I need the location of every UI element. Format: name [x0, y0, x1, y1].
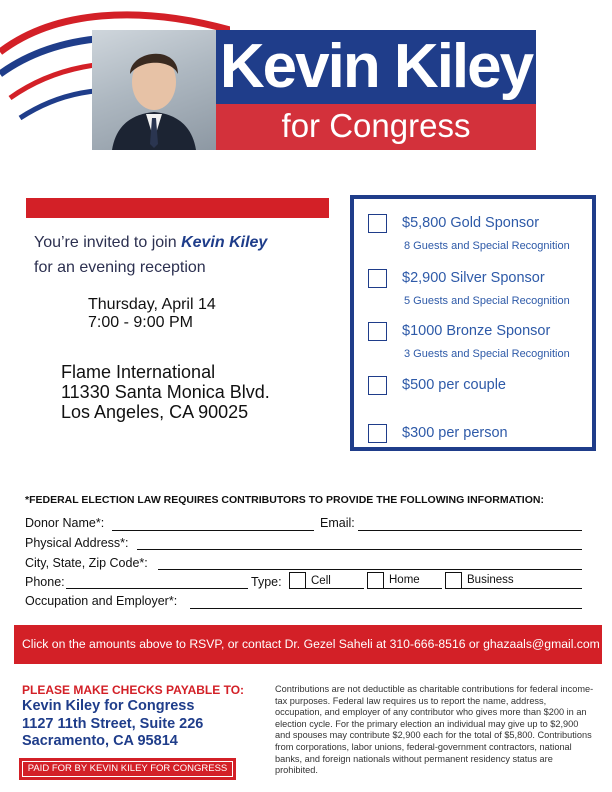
rsvp-banner[interactable]: Click on the amounts above to RSVP, or contact Dr. Gezel Saheli at 310-666-8516 or ghazaals@gmail.com	[14, 625, 602, 664]
email-field[interactable]	[358, 530, 582, 531]
sponsor-checkbox-couple[interactable]	[368, 376, 387, 395]
donor-name-label: Donor Name*:	[25, 516, 105, 530]
type-business-underline	[462, 588, 582, 589]
sponsor-title[interactable]: $1000 Bronze Sponsor	[402, 323, 551, 339]
type-business-checkbox[interactable]	[445, 572, 462, 589]
address-field[interactable]	[137, 549, 582, 550]
sponsor-title[interactable]: $2,900 Silver Sponsor	[402, 270, 545, 286]
election-law-notice: *FEDERAL ELECTION LAW REQUIRES CONTRIBUTORS TO PROVIDE THE FOLLOWING INFORMATION:	[25, 494, 544, 506]
sponsorship-options	[350, 195, 596, 451]
city-label: City, State, Zip Code*:	[25, 556, 148, 570]
checks-heading: PLEASE MAKE CHECKS PAYABLE TO:	[22, 683, 245, 697]
type-home-checkbox[interactable]	[367, 572, 384, 589]
checks-payee: Kevin Kiley for Congress	[22, 698, 195, 714]
accent-bar	[26, 198, 329, 218]
venue-city: Los Angeles, CA 90025	[61, 402, 249, 422]
event-venue	[61, 362, 270, 422]
phone-field[interactable]	[66, 588, 248, 589]
sponsor-checkbox-gold[interactable]	[368, 214, 387, 233]
type-business-label: Business	[467, 574, 514, 586]
sponsor-detail: 8 Guests and Special Recognition	[404, 240, 570, 252]
candidate-photo	[92, 30, 216, 150]
donor-name-field[interactable]	[112, 530, 314, 531]
contribution-disclaimer: Contributions are not deductible as charitable contributions for federal income-tax purposes. Federal law requires us to report the name, address, occupation, and employer of any contributor who gives more than $200 in an election cycle. For the primary election an individual may give up to $2,900 and spouses may contribute $2,900 each for the total of $5,800. Contributions from corporations, labor unions, federal-government contractors, national banks, and foreign nationals without permanent residency status are prohibited.	[275, 684, 594, 776]
sponsor-title[interactable]: $5,800 Gold Sponsor	[402, 215, 540, 231]
invite-line2: for an evening reception	[34, 259, 206, 276]
event-time: 7:00 - 9:00 PM	[88, 314, 193, 331]
sponsor-detail: 5 Guests and Special Recognition	[404, 295, 570, 307]
sponsor-checkbox-person[interactable]	[368, 424, 387, 443]
type-home-underline	[384, 588, 442, 589]
type-cell-checkbox[interactable]	[289, 572, 306, 589]
type-home-label: Home	[389, 574, 420, 586]
invitation-text	[34, 230, 334, 280]
event-datetime	[88, 296, 216, 332]
phone-label: Phone:	[25, 575, 65, 589]
type-cell-underline	[306, 588, 364, 589]
sponsor-checkbox-silver[interactable]	[368, 269, 387, 288]
sponsor-checkbox-bronze[interactable]	[368, 322, 387, 341]
venue-street: 11330 Santa Monica Blvd.	[61, 382, 270, 402]
checks-address	[22, 698, 203, 751]
occupation-field[interactable]	[190, 608, 582, 609]
banner-office: for Congress	[216, 104, 536, 150]
checks-city: Sacramento, CA 95814	[22, 733, 178, 749]
invite-name: Kevin Kiley	[181, 234, 268, 251]
type-cell-label: Cell	[311, 575, 331, 587]
paid-for-badge	[19, 758, 236, 780]
type-label: Type:	[251, 575, 282, 589]
address-label: Physical Address*:	[25, 536, 129, 550]
city-field[interactable]	[158, 569, 582, 570]
paid-for-text: PAID FOR BY KEVIN KILEY FOR CONGRESS	[22, 761, 233, 777]
occupation-label: Occupation and Employer*:	[25, 594, 178, 608]
sponsor-title[interactable]: $300 per person	[402, 425, 508, 441]
event-date: Thursday, April 14	[88, 296, 216, 313]
sponsor-title[interactable]: $500 per couple	[402, 377, 506, 393]
checks-street: 1127 11th Street, Suite 226	[22, 715, 204, 732]
banner-candidate-name: Kevin Kiley	[216, 30, 536, 104]
email-label: Email:	[320, 516, 355, 530]
sponsor-detail: 3 Guests and Special Recognition	[404, 348, 570, 360]
venue-name: Flame International	[61, 362, 216, 382]
invite-prefix: You’re invited to join	[34, 234, 182, 251]
